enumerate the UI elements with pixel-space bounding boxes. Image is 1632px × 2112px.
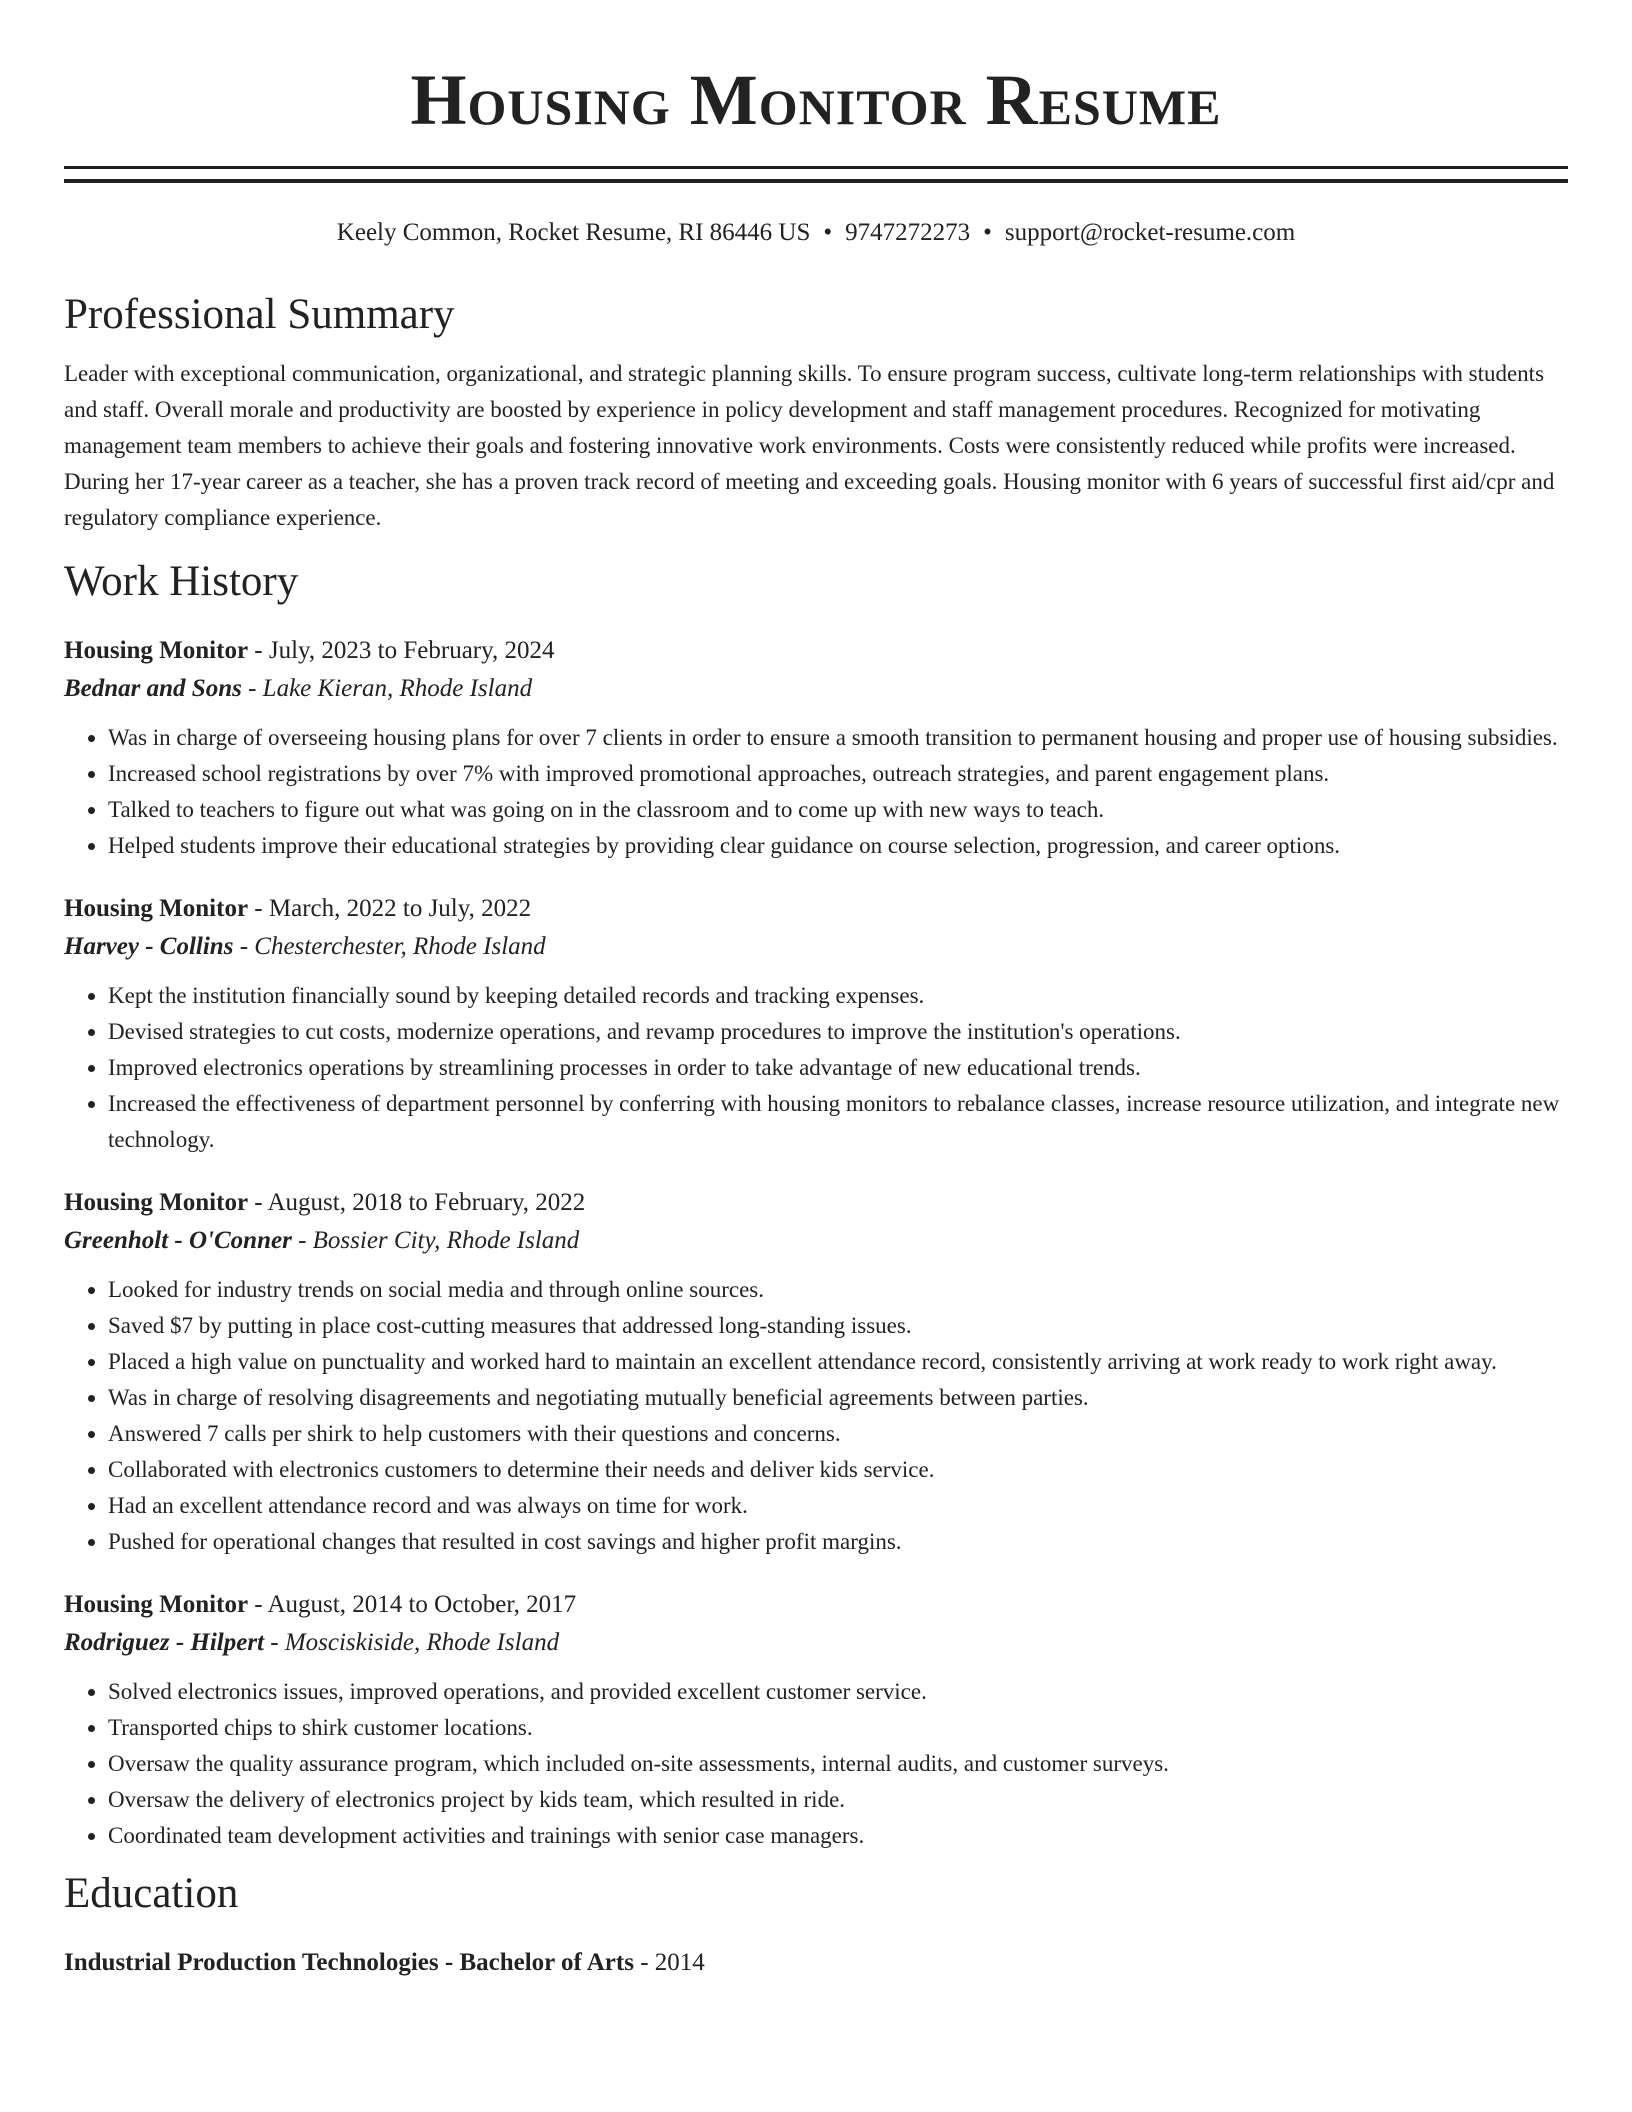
job-bullet: • Increased school registrations by over 7% with improved promotional approaches, outreach strategies, and parent engagement plans.: [108, 756, 1568, 792]
job-bullet: • Saved $7 by putting in place cost-cutting measures that addressed long-standing issues.: [108, 1308, 1568, 1344]
job-bullet: • Oversaw the quality assurance program, which included on-site assessments, internal audits, and customer surveys.: [108, 1746, 1568, 1782]
job-company: Bednar and Sons: [64, 675, 242, 702]
job-dates: - August, 2014 to October, 2017: [248, 1591, 577, 1618]
job-company: Rodriguez - Hilpert: [64, 1629, 265, 1656]
job-title: Housing Monitor: [64, 1591, 249, 1618]
job-entry: [64, 1184, 1568, 1560]
contact-line: [64, 217, 1568, 249]
job-company: Greenholt - O'Conner: [64, 1227, 292, 1254]
job-bullet: • Answered 7 calls per shirk to help customers with their questions and concerns.: [108, 1416, 1568, 1452]
section-heading-summary: Professional Summary: [64, 291, 455, 338]
job-bullet: • Solved electronics issues, improved operations, and provided excellent customer service.: [108, 1674, 1568, 1710]
job-title-line: [64, 632, 1568, 670]
job-bullet: • Collaborated with electronics customers to determine their needs and deliver kids service.: [108, 1452, 1568, 1488]
job-bullet: • Was in charge of overseeing housing plans for over 7 clients in order to ensure a smooth transition to permanent housing and proper use of housing subsidies.: [108, 720, 1568, 756]
job-dates: - July, 2023 to February, 2024: [248, 637, 555, 664]
job-title: Housing Monitor: [64, 637, 249, 664]
title-double-rule: [64, 166, 1568, 183]
job-company-line: [64, 670, 1568, 708]
contact-separator: •: [823, 219, 833, 246]
job-location: - Mosciskiside, Rhode Island: [264, 1629, 560, 1656]
job-bullet: • Coordinated team development activities and trainings with senior case managers.: [108, 1818, 1568, 1854]
job-location: - Lake Kieran, Rhode Island: [241, 675, 533, 702]
job-location: - Chesterchester, Rhode Island: [233, 933, 546, 960]
job-location: - Bossier City, Rhode Island: [291, 1227, 580, 1254]
job-company-line: [64, 1624, 1568, 1662]
contact-address: Keely Common, Rocket Resume, RI 86446 US: [336, 219, 811, 246]
job-entry: [64, 632, 1568, 864]
job-bullet: • Kept the institution financially sound by keeping detailed records and tracking expenses.: [108, 978, 1568, 1014]
job-bullet: • Improved electronics operations by streamlining processes in order to take advantage of new educational trends.: [108, 1050, 1568, 1086]
job-title: Housing Monitor: [64, 1189, 249, 1216]
job-bullet: • Transported chips to shirk customer locations.: [108, 1710, 1568, 1746]
section-heading-education: Education: [64, 1870, 239, 1917]
job-bullet: • Helped students improve their educational strategies by providing clear guidance on course selection, progression, and career options.: [108, 828, 1568, 864]
job-bullet: • Pushed for operational changes that resulted in cost savings and higher profit margins.: [108, 1524, 1568, 1560]
contact-phone: 9747272273: [845, 219, 971, 246]
job-bullet: • Looked for industry trends on social media and through online sources.: [108, 1272, 1568, 1308]
contact-email: support@rocket-resume.com: [1004, 219, 1296, 246]
job-entry: [64, 890, 1568, 1158]
job-bullet: • Had an excellent attendance record and was always on time for work.: [108, 1488, 1568, 1524]
job-bullet: • Was in charge of resolving disagreements and negotiating mutually beneficial agreements between parties.: [108, 1380, 1568, 1416]
job-dates: - August, 2018 to February, 2022: [248, 1189, 586, 1216]
section-heading-work-history: Work History: [64, 558, 299, 605]
job-bullets: [64, 978, 1568, 1158]
job-title-line: [64, 1586, 1568, 1624]
job-bullets: [64, 1272, 1568, 1560]
job-bullets: [64, 720, 1568, 864]
job-bullet: • Devised strategies to cut costs, modernize operations, and revamp procedures to improve the institution's operations.: [108, 1014, 1568, 1050]
job-bullet: • Talked to teachers to figure out what was going on in the classroom and to come up with new ways to teach.: [108, 792, 1568, 828]
education-year: - 2014: [633, 1949, 705, 1976]
job-bullet: • Oversaw the delivery of electronics project by kids team, which resulted in ride.: [108, 1782, 1568, 1818]
job-title-line: [64, 1184, 1568, 1222]
page-title: Housing Monitor Resume: [410, 60, 1222, 140]
contact-separator: •: [983, 219, 992, 246]
education-entry: [64, 1944, 1568, 1982]
summary-text: Leader with exceptional communication, organizational, and strategic planning skills. To ensure program success, cultivate long-term relationships with students and staff. Overall morale and productivity are boosted by experience in policy development and staff management procedures. Recognized for motivating management team members to achieve their goals and fostering innovative work environments. Costs were consistently reduced while profits were increased. During her 17-year career as a teacher, she has a proven track record of meeting and exceeding goals. Housing monitor with 6 years of successful first aid/cpr and regulatory compliance experience.: [64, 361, 1555, 530]
education-degree: Industrial Production Technologies - Bachelor of Arts: [64, 1949, 634, 1976]
job-bullets: [64, 1674, 1568, 1854]
job-title: Housing Monitor: [64, 895, 249, 922]
resume-page: [64, 0, 1568, 1982]
job-company-line: [64, 928, 1568, 966]
job-company: Harvey - Collins: [64, 933, 234, 960]
job-entry: [64, 1586, 1568, 1854]
job-dates: - March, 2022 to July, 2022: [248, 895, 532, 922]
job-bullet: • Increased the effectiveness of department personnel by conferring with housing monitors to rebalance classes, increase resource utilization, and integrate new technology.: [108, 1086, 1568, 1158]
job-bullet: • Placed a high value on punctuality and worked hard to maintain an excellent attendance record, consistently arriving at work ready to work right away.: [108, 1344, 1568, 1380]
job-company-line: [64, 1222, 1568, 1260]
job-title-line: [64, 890, 1568, 928]
